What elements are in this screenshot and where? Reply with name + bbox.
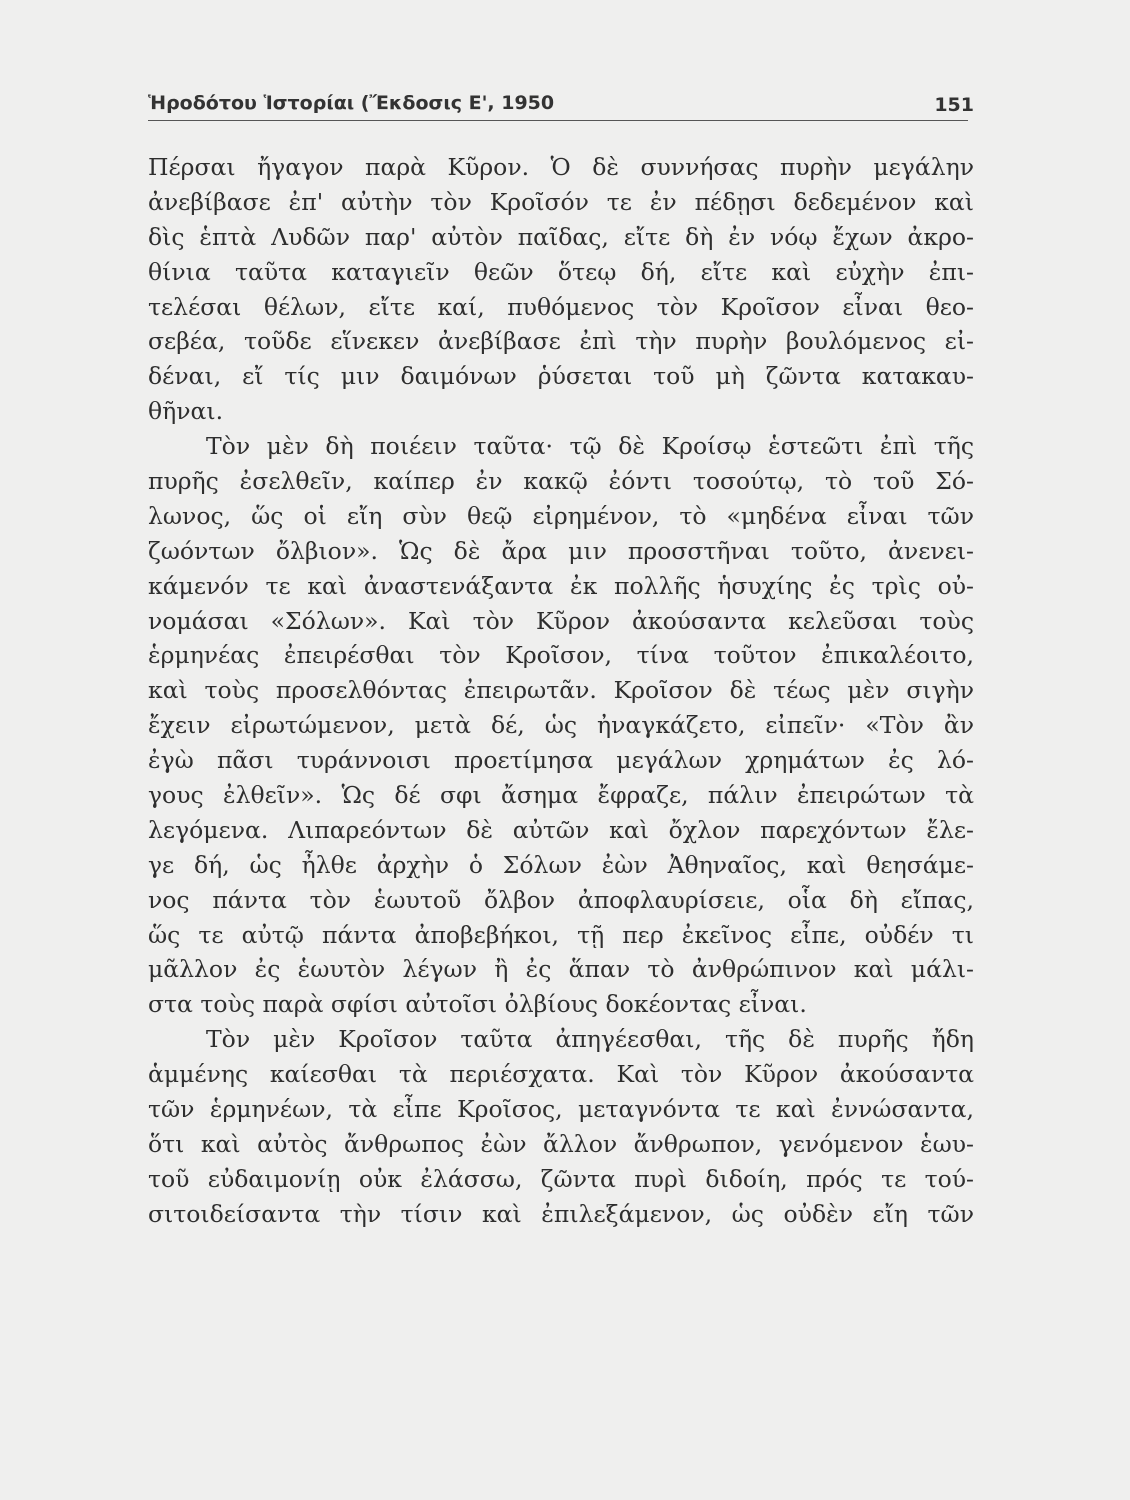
text-line: τοῦ εὐδαιμονίῃ οὐκ ἐλάσσω, ζῶντα πυρὶ διδοίη, πρός τε τού-	[148, 1164, 974, 1193]
text-line: δὶς ἑπτὰ Λυδῶν παρ' αὐτὸν παῖδας, εἴτε δὴ ἐν νόῳ ἔχων ἀκρο-	[148, 222, 974, 251]
paragraph-start-line: Τὸν μὲν Κροῖσον ταῦτα ἀπηγέεσθαι, τῆς δὲ πυρῆς ἤδη	[206, 1025, 974, 1054]
text-line: θίνια ταῦτα καταγιεῖν θεῶν ὅτεῳ δή, εἴτε καὶ εὐχὴν ἐπι-	[148, 257, 974, 286]
text-line: ἐγὼ πᾶσι τυράννοισι προετίμησα μεγάλων χρημάτων ἐς λό-	[148, 746, 974, 775]
text-line: ἑρμηνέας ἐπειρέσθαι τὸν Κροῖσον, τίνα τοῦτον ἐπικαλέοιτο,	[148, 641, 974, 670]
text-line: ἔχειν εἰρωτώμενον, μετὰ δέ, ὡς ἠναγκάζετο, εἰπεῖν· «Τὸν ἂν	[148, 711, 974, 740]
header-rule	[148, 120, 968, 121]
text-line: πυρῆς ἐσελθεῖν, καίπερ ἐν κακῷ ἐόντι τοσούτῳ, τὸ τοῦ Σό-	[148, 467, 974, 496]
header-title: Ἡροδότου Ἱστορίαι (Ἔκδοσις Ε', 1950	[148, 92, 555, 114]
text-line: μᾶλλον ἐς ἑωυτὸν λέγων ἢ ἐς ἅπαν τὸ ἀνθρώπινον καὶ μάλι-	[148, 955, 974, 984]
text-line: λεγόμενα. Λιπαρεόντων δὲ αὐτῶν καὶ ὄχλον παρεχόντων ἔλε-	[148, 815, 974, 844]
text-line: τελέσαι θέλων, εἴτε καί, πυθόμενος τὸν Κροῖσον εἶναι θεο-	[148, 292, 974, 321]
text-line: κάμενόν τε καὶ ἀναστενάξαντα ἐκ πολλῆς ἡσυχίης ἐς τρὶς οὐ-	[148, 571, 974, 600]
paragraph-start-line: Τὸν μὲν δὴ ποιέειν ταῦτα· τῷ δὲ Κροίσῳ ἑστεῶτι ἐπὶ τῆς	[206, 432, 974, 461]
text-line: ὅτι καὶ αὐτὸς ἄνθρωπος ἐὼν ἄλλον ἄνθρωπον, γενόμενον ἑωυ-	[148, 1129, 974, 1158]
text-line: δέναι, εἴ τίς μιν δαιμόνων ῥύσεται τοῦ μὴ ζῶντα κατακαυ-	[148, 362, 974, 391]
text-line: θῆναι.	[148, 397, 224, 426]
text-line: σεβέα, τοῦδε εἵνεκεν ἀνεβίβασε ἐπὶ τὴν πυρὴν βουλόμενος εἰ-	[148, 327, 974, 356]
text-line: σιτοιδείσαντα τὴν τίσιν καὶ ἐπιλεξάμενον, ὡς οὐδὲν εἴη τῶν	[148, 1199, 974, 1228]
text-line: στα τοὺς παρὰ σφίσι αὐτοῖσι ὀλβίους δοκέοντας εἶναι.	[148, 990, 807, 1019]
text-line: ὥς τε αὐτῷ πάντα ἀποβεβήκοι, τῇ περ ἐκεῖνος εἶπε, οὐδέν τι	[148, 920, 974, 949]
text-line: ἀνεβίβασε ἐπ' αὐτὴν τὸν Κροῖσόν τε ἐν πέδῃσι δεδεμένον καὶ	[148, 187, 974, 216]
text-line: γους ἐλθεῖν». Ὡς δέ σφι ἄσημα ἔφραζε, πάλιν ἐπειρώτων τὰ	[148, 781, 974, 810]
text-line: Πέρσαι ἤγαγον παρὰ Κῦρον. Ὁ δὲ συννήσας πυρὴν μεγάλην	[148, 153, 974, 181]
text-line: γε δή, ὡς ἦλθε ἀρχὴν ὁ Σόλων ἐὼν Ἀθηναῖος, καὶ θεησάμε-	[148, 850, 974, 879]
text-line: ἁμμένης καίεσθαι τὰ περιέσχατα. Καὶ τὸν Κῦρον ἀκούσαντα	[148, 1060, 974, 1089]
page-number: 151	[934, 94, 974, 116]
text-line: καὶ τοὺς προσελθόντας ἐπειρωτᾶν. Κροῖσον δὲ τέως μὲν σιγὴν	[148, 676, 974, 705]
text-line: λωνος, ὥς οἱ εἴη σὺν θεῷ εἰρημένον, τὸ «μηδένα εἶναι τῶν	[148, 501, 974, 530]
text-line: τῶν ἑρμηνέων, τὰ εἶπε Κροῖσος, μεταγνόντα τε καὶ ἐννώσαντα,	[148, 1095, 974, 1124]
text-line: νομάσαι «Σόλων». Καὶ τὸν Κῦρον ἀκούσαντα κελεῦσαι τοὺς	[148, 606, 974, 635]
text-line: ζωόντων ὄλβιον». Ὡς δὲ ἄρα μιν προσστῆναι τοῦτο, ἀνενει-	[148, 536, 974, 565]
text-line: νος πάντα τὸν ἑωυτοῦ ὄλβον ἀποφλαυρίσειε, οἷα δὴ εἴπας,	[148, 885, 974, 914]
running-header	[148, 92, 974, 122]
body-text	[148, 150, 974, 1232]
